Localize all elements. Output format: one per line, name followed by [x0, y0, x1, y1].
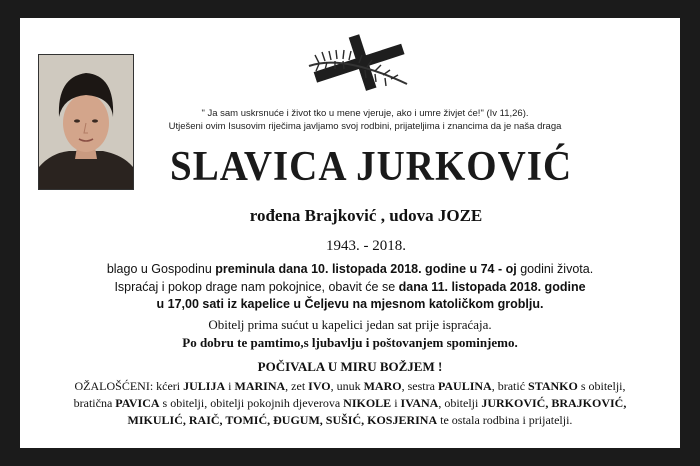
funeral-line: Ispraćaj i pokop drage nam pokojnice, obavit će se dana 11. listopada 2018. godine [114, 280, 586, 294]
portrait-image [39, 55, 133, 189]
cross-with-palm-icon [303, 32, 413, 94]
obituary-card [20, 18, 680, 448]
deceased-name: SLAVICA JURKOVIĆ [170, 143, 573, 190]
mourners-line-2: bratična PAVICA s obitelji, obitelji pokojnih djeverova NIKOLE i IVANA, obitelji JURKOVIĆ, BRAJKOVIĆ, [73, 396, 627, 410]
condolences-line: Obitelj prima sućut u kapelici jedan sat prije ispraćaja. [208, 317, 492, 332]
maiden-name-line: rođena Brajković , udova JOZE [249, 206, 483, 225]
mourners-line-3: MIKULIĆ, RAIČ, TOMIĆ, ĐUGUM, SUŠIĆ, KOSJERINA te ostala rodbina i prijatelji. [127, 413, 573, 427]
life-years: 1943. - 2018. [326, 238, 406, 254]
death-notice-line: blago u Gospodinu preminula dana 10. listopada 2018. godine u 74 - oj godini života. [106, 262, 594, 276]
quote-line-2: Utješeni ovim Isusovim riječima javljamo svoj rodbini, prijateljima i znancima da je naša draga [168, 121, 562, 132]
rest-in-peace-line: POČIVALA U MIRU BOŽJEM ! [257, 359, 443, 374]
bible-quote [130, 107, 600, 133]
portrait-photo [38, 54, 134, 190]
remembrance-line: Po dobru te pamtimo,s ljubavlju i poštovanjem spominjemo. [182, 335, 518, 350]
funeral-location-line: u 17,00 sati iz kapelice u Čeljevu na mjesnom katoličkom groblju. [156, 297, 544, 311]
quote-line-1: " Ja sam uskrsnuće i život tko u mene vjeruje, ako i umre živjet će!" (Iv 11,26). [201, 108, 529, 119]
mourners-line-1: OŽALOŠĆENI: kćeri JULIJA i MARINA, zet IVO, unuk MARO, sestra PAULINA, bratić STANKO s obitelji, [74, 379, 626, 393]
